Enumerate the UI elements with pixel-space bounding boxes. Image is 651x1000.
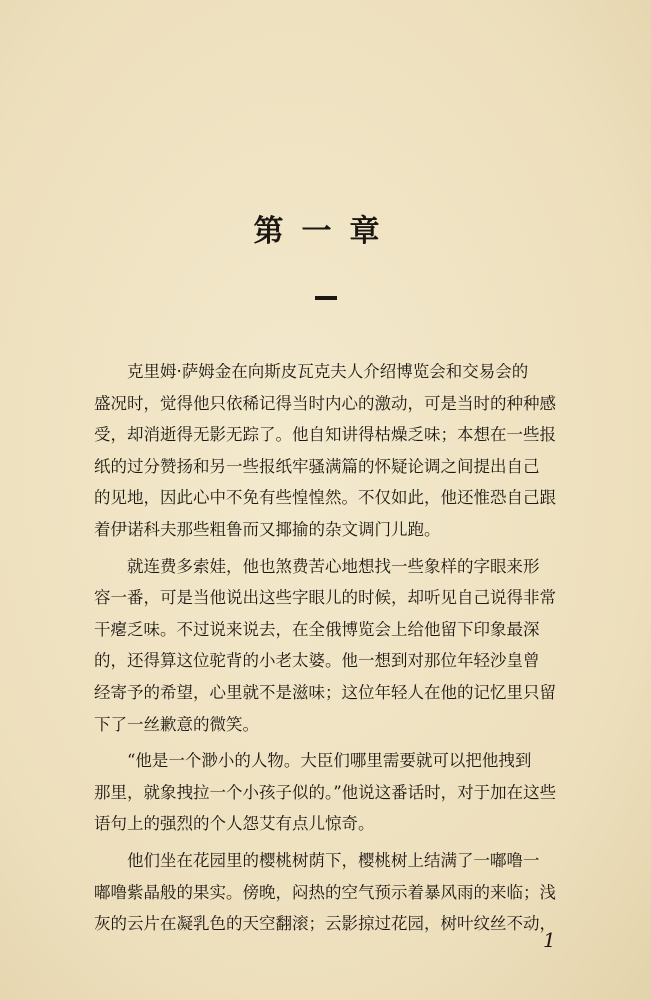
text-line: 克里姆·萨姆金在向斯皮瓦克夫人介绍博览会和交易会的 (127, 362, 529, 381)
text-line: 的见地，因此心中不免有些惶惶然。不仅如此，他还惟恐自己跟 (94, 488, 556, 508)
text-line: 干瘪乏味。不过说来说去，在全俄博览会上给他留下印象最深 (94, 619, 540, 639)
text-line: 盛况时，觉得他只依稀记得当时内心的激动，可是当时的种种感 (94, 393, 556, 413)
paragraph-1 (94, 356, 580, 546)
text-line: 灰的云片在凝乳色的天空翻滚；云影掠过花园，树叶纹丝不动， (94, 914, 556, 934)
text-line: “他是一个渺小的人物。大臣们哪里需要就可以把他拽到 (127, 751, 532, 771)
text-line: 的，还得算这位驼背的小老太婆。他一想到对那位年轻沙皇曾 (94, 651, 540, 671)
text-line: 着伊诺科夫那些粗鲁而又揶揄的杂文调门儿跑。 (94, 519, 441, 539)
text-line: 他们坐在花园里的樱桃树荫下，樱桃树上结满了一嘟噜一 (127, 850, 540, 870)
text-line: 语句上的强烈的个人怨艾有点儿惊奇。 (94, 814, 375, 834)
text-line: 就连费多索娃，他也煞费苦心地想找一些象样的字眼来形 (127, 556, 540, 576)
page-number: 1 (543, 928, 556, 952)
section-number (0, 285, 651, 304)
paragraph-4 (94, 845, 580, 940)
paragraph-2 (94, 551, 580, 741)
section-dash (315, 296, 337, 300)
text-line: 下了一丝歉意的微笑。 (94, 714, 259, 734)
text-line: 受，却消逝得无影无踪了。他自知讲得枯燥乏味；本想在一些报 (94, 425, 556, 445)
text-line: 纸的过分赞扬和另一些报纸牢骚满篇的怀疑论调之间提出自己 (94, 456, 540, 476)
text-line: 容一番，可是当他说出这些字眼儿的时候，却听见自己说得非常 (94, 588, 556, 608)
text-line: 经寄予的希望，心里就不是滋味；这位年轻人在他的记忆里只留 (94, 682, 556, 702)
text-line: 那里，就象拽拉一个小孩子似的。”他说这番话时，对于加在这些 (94, 782, 557, 802)
paragraph-3 (94, 745, 580, 840)
body-text (94, 356, 580, 945)
chapter-title: 第一章 (253, 214, 398, 249)
text-line: 嘟噜紫晶般的果实。傍晚，闷热的空气预示着暴风雨的来临；浅 (94, 882, 556, 902)
